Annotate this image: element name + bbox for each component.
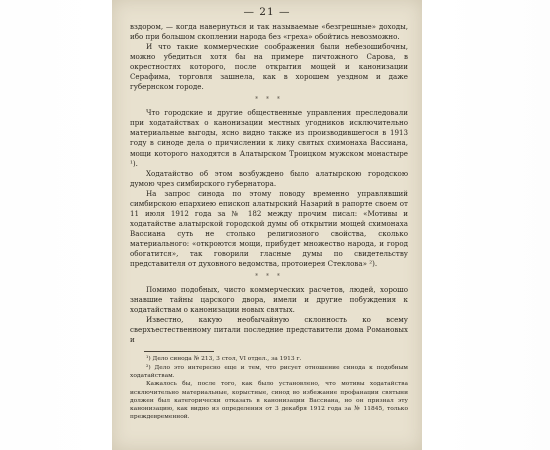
page-number: — 21 — (243, 6, 291, 18)
page-body (130, 22, 408, 422)
footnotes (130, 355, 408, 421)
footnote-rule (144, 351, 214, 352)
paragraph-5: На запрос синода по этому поводу временно управлявший симбирскою епархиею епископ алатырский Назарий в рапорте своем от 11 июля 1912 года за № 182 между прочим писал: «Мотивы и ходатайстве алатырской городской думы об открытии мощей схимонаха Вассиана суть не столько религиозного свойства, сколько материального: «откроются мощи, прибудет множество народа, и город обогатится», так говорили гласные думы по свидетельству представителя от духовного ведомства, протоиерея Стеклова» ²). (130, 188, 408, 269)
paragraph-3: Что городские и другие общественные управления преследовали при ходатайствах о канонизации местных угодников исключительно материальные выгоды, ясно видно также из производившегося в 1913 году в синоде дела о причислении к лику святых схимонаха Вассиана, мощи которого находятся в Алатырском Троицком мужском монастыре ¹). (130, 108, 408, 168)
footnote-1: ¹) Дело синода № 213, 3 стол, VI отдел., за 1913 г. (146, 356, 302, 363)
footnote-2: ²) Дело это интересно еще и тем, что рисует отношение синода к подобным ходатайствам. (130, 364, 408, 379)
paragraph-1: вздором, — когда навернуться и так называемые «безгрешные» доходы, ибо при большом скоплении народа без «греха» обойтись невозможно. (130, 22, 408, 42)
book-page (112, 0, 422, 450)
paragraph-6: Помимо подобных, чисто коммерческих расчетов, людей, хорошо знавшие тайны царского двора, имели и другие побуждения к ходатайствам о канонизации новых святых. (130, 285, 408, 315)
paragraph-7: Известно, какую необычайную склонность ко всему сверхъестественному питали последние представители дома Романовых и (130, 315, 408, 345)
section-separator-2: * * * (255, 273, 283, 281)
paragraph-2: И что такие коммерческие соображения были небезошибочны, можно убедиться хотя бы на примере пичтожного Сарова, в окрестностях которого, после открытия мощей и канонизации Серафима, торговля зашнела, как в хорошем уездном и даже губернском городе. (130, 42, 408, 92)
section-separator-1: * * * (255, 96, 283, 104)
footnote-2-continuation: Кажалось бы, после того, как было установлено, что мотивы ходатайства исключительно материальные, корыстные, синод во избежание профанации святыни должен был категорически отказать в канонизации Вассиана, но он признал эту канонизацию, как видно из определения от 3 декабря 1912 года за № 11845, только преждевременной. (130, 381, 408, 421)
paragraph-4: Ходатайство об этом возбуждено было алатырскою городскою думою чрез симбирского губернатора. (130, 168, 408, 188)
